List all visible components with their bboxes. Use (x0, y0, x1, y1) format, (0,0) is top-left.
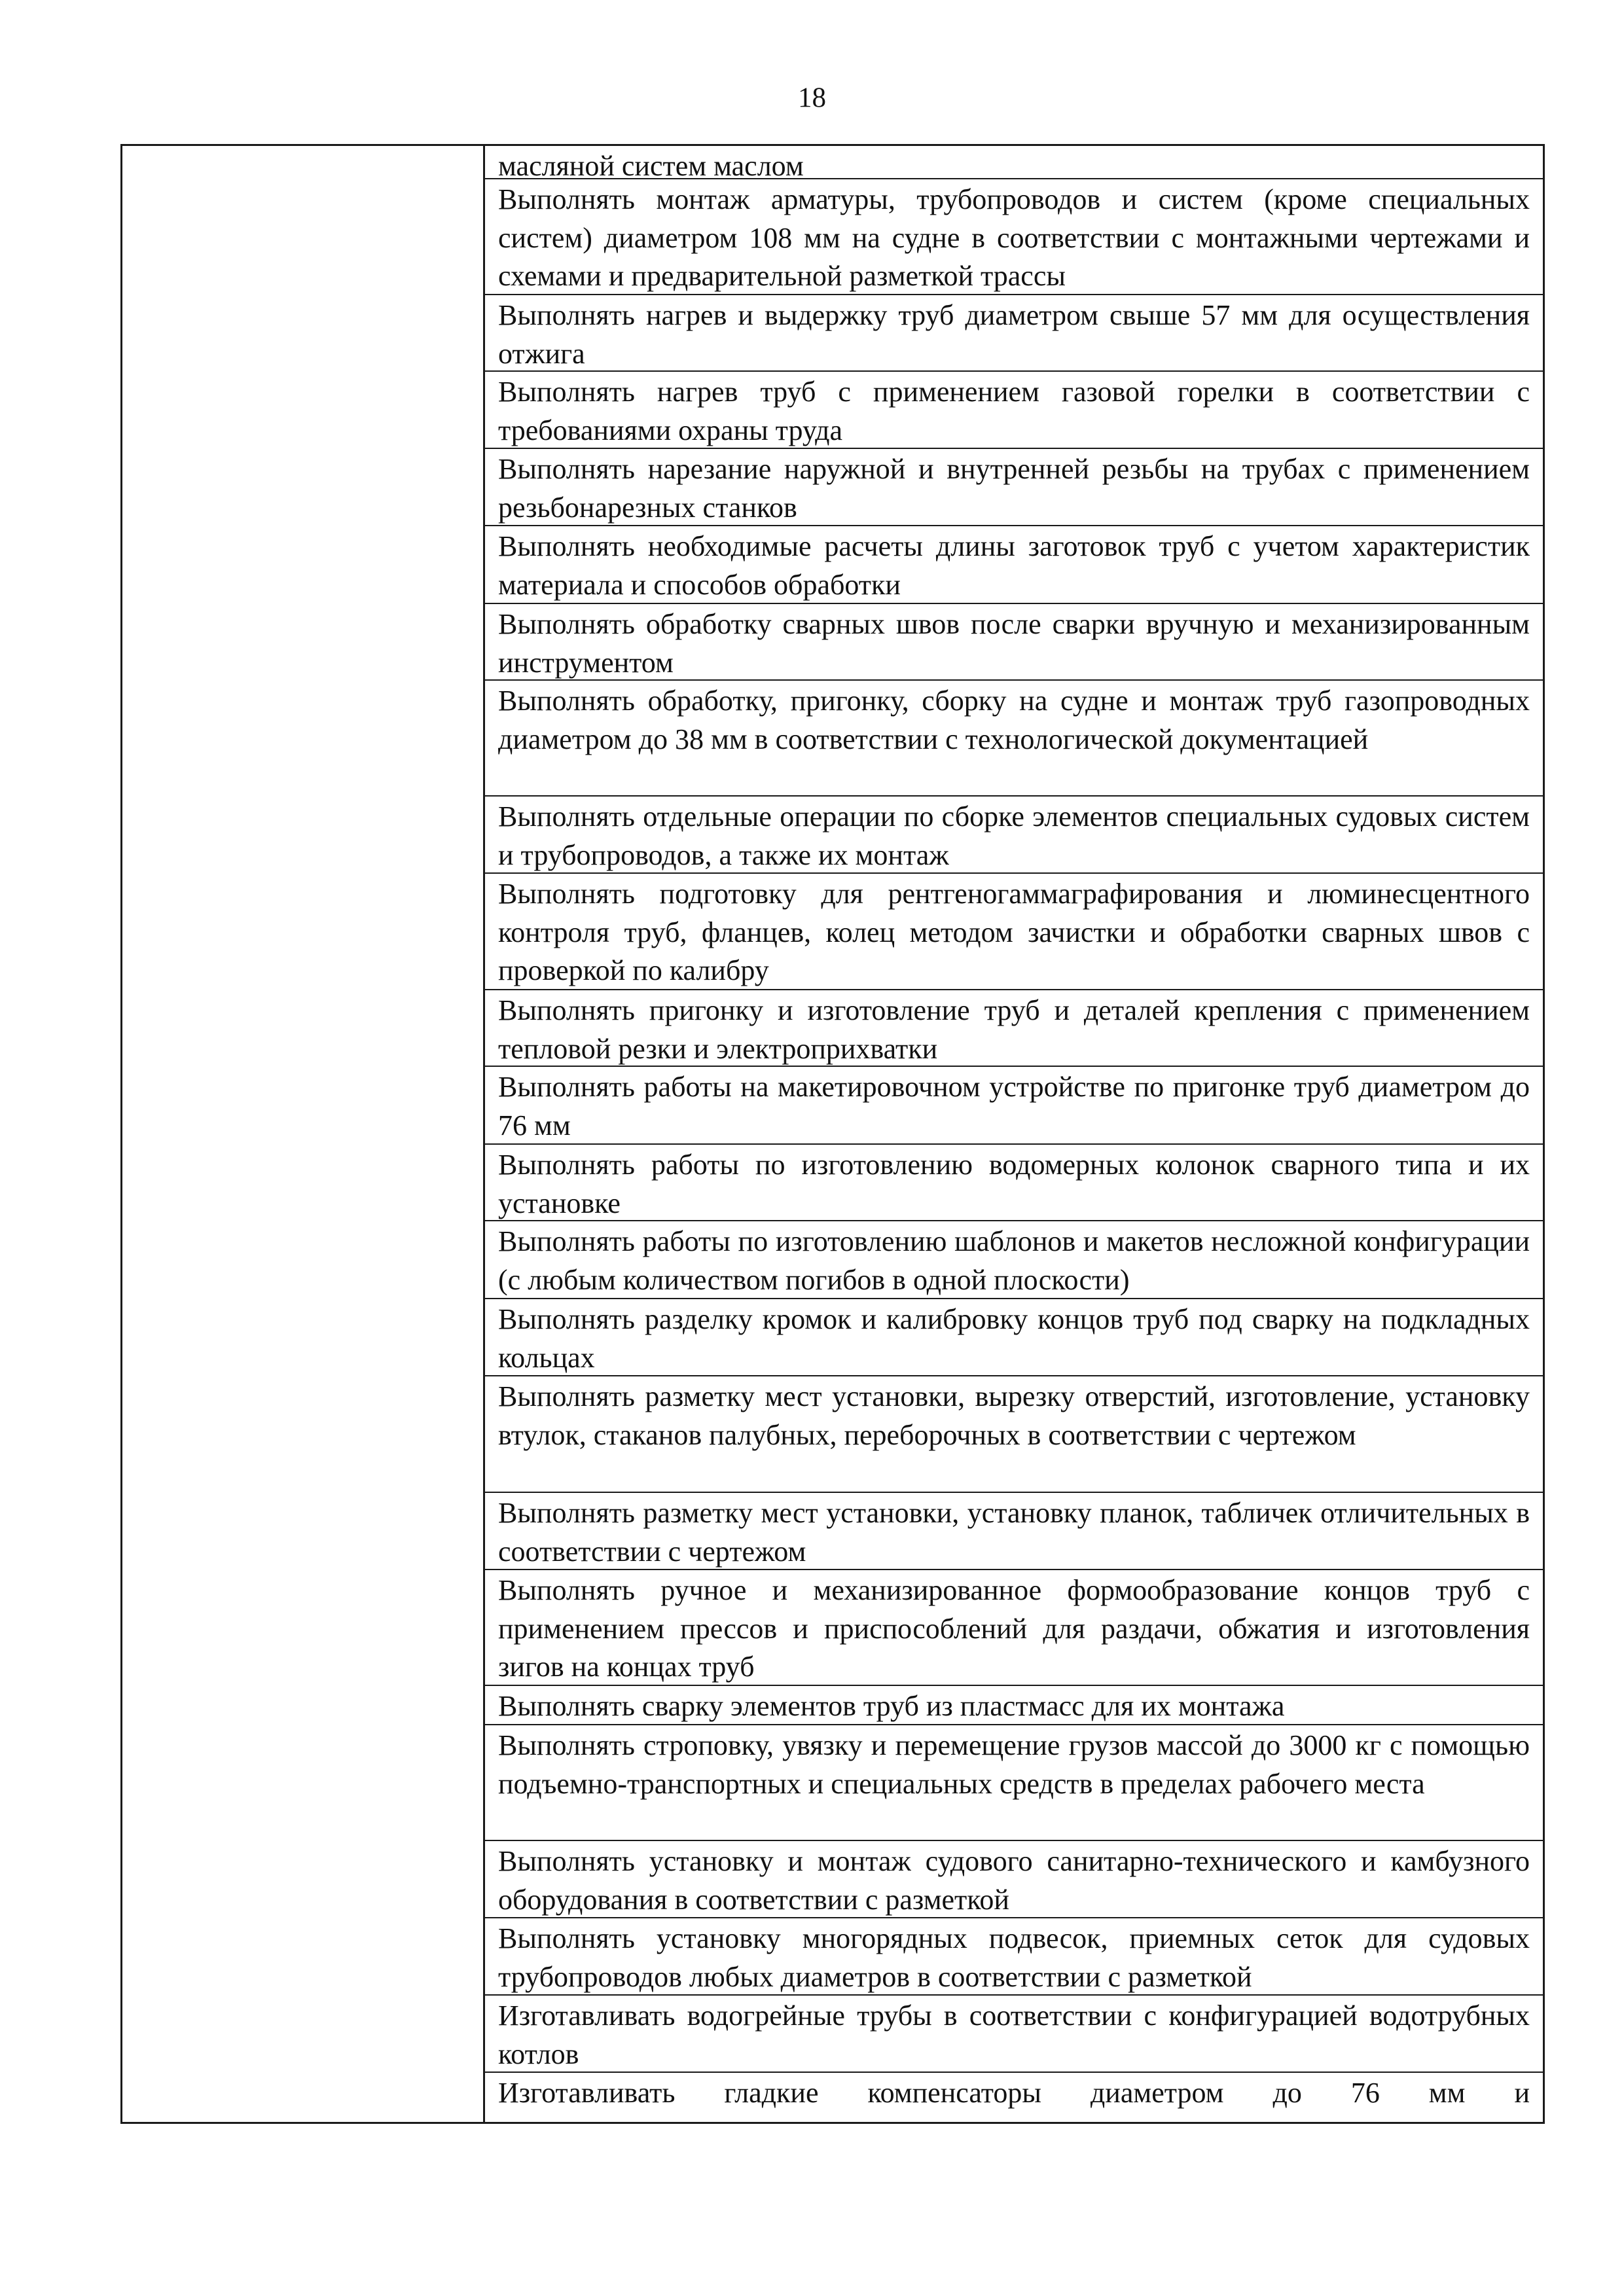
table-row: Выполнять работы на макетировочном устройстве по пригонке труб диаметром до 76 мм (485, 1067, 1543, 1145)
table-row: Выполнять нагрев труб с применением газовой горелки в соответствии с требованиями охраны труда (485, 372, 1543, 449)
page-number: 18 (798, 82, 826, 113)
table-right-column (485, 146, 1543, 2122)
table-row: Выполнять строповку, увязку и перемещение грузов массой до 3000 кг с помощью подъемно-транспортных и специальных средств в пределах рабочего места (485, 1725, 1543, 1841)
table-row: масляной систем маслом (485, 146, 1543, 179)
table-left-column (122, 146, 485, 2122)
table-row: Выполнять обработку, пригонку, сборку на судне и монтаж труб газопроводных диаметром до 38 мм в соответствии с технологической документацией (485, 681, 1543, 797)
table-row: Изготавливать гладкие компенсаторы диаметром до 76 мм и (498, 2077, 1530, 2109)
table-row: Изготавливать водогрейные трубы в соответствии с конфигурацией водотрубных котлов (485, 1996, 1543, 2073)
table-row: Выполнять разметку мест установки, установку планок, табличек отличительных в соответствии с чертежом (485, 1493, 1543, 1570)
table-row: Выполнять ручное и механизированное формообразование концов труб с применением прессов и приспособлений для раздачи, обжатия и изготовления зигов на концах труб (485, 1570, 1543, 1686)
table-row: Выполнять установку и монтаж судового санитарно-технического и камбузного оборудования в соответствии с разметкой (485, 1841, 1543, 1918)
table-row: Выполнять нагрев и выдержку труб диаметром свыше 57 мм для осуществления отжига (485, 295, 1543, 372)
table-row: Выполнять разметку мест установки, вырезку отверстий, изготовление, установку втулок, стаканов палубных, переборочных в соответствии с чертежом (485, 1376, 1543, 1493)
table-row: Выполнять разделку кромок и калибровку концов труб под сварку на подкладных кольцах (485, 1299, 1543, 1376)
table-row: Выполнять нарезание наружной и внутренней резьбы на трубах с применением резьбонарезных станков (485, 449, 1543, 526)
requirements-table (120, 144, 1545, 2124)
table-row: Выполнять сварку элементов труб из пластмасс для их монтажа (485, 1686, 1543, 1725)
table-row: Выполнять необходимые расчеты длины заготовок труб с учетом характеристик материала и способов обработки (485, 526, 1543, 604)
table-row: Выполнять работы по изготовлению водомерных колонок сварного типа и их установке (485, 1145, 1543, 1221)
table-row: Выполнять установку многорядных подвесок, приемных сеток для судовых трубопроводов любых диаметров в соответствии с разметкой (485, 1918, 1543, 1996)
table-row: Выполнять монтаж арматуры, трубопроводов и систем (кроме специальных систем) диаметром 108 мм на судне в соответствии с монтажными чертежами и схемами и предварительной разметкой трассы (485, 179, 1543, 295)
table-row: Выполнять отдельные операции по сборке элементов специальных судовых систем и трубопроводов, а также их монтаж (485, 797, 1543, 874)
table-row: Выполнять работы по изготовлению шаблонов и макетов несложной конфигурации (с любым количеством погибов в одной плоскости) (485, 1221, 1543, 1299)
table-row: Выполнять обработку сварных швов после сварки вручную и механизированным инструментом (485, 604, 1543, 681)
table-row: Выполнять подготовку для рентгеногаммаграфирования и люминесцентного контроля труб, фланцев, колец методом зачистки и обработки сварных швов с проверкой по калибру (485, 874, 1543, 990)
table-row: Выполнять пригонку и изготовление труб и деталей крепления с применением тепловой резки и электроприхватки (485, 990, 1543, 1067)
